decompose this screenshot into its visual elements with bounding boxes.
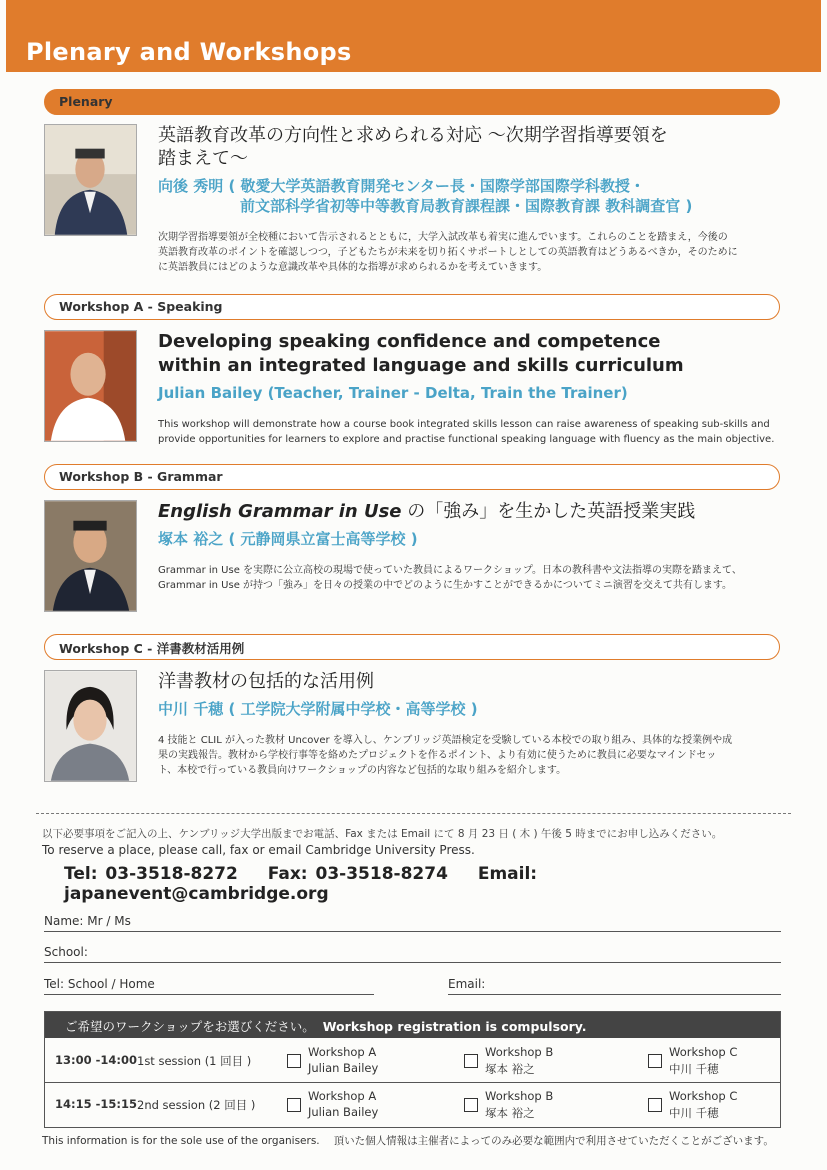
tel-field[interactable]: Tel: School / Home [44,977,374,995]
session-row-1: 13:00 -14:00 1st session (1 回目 ) Workshop A Julian Bailey Workshop B 塚本 裕之 Workshop C 中川 千穂 [55,1045,738,1076]
speaker-photo-workshop-c [44,670,137,782]
workshop-a-description: This workshop will demonstrate how a course book integrated skills lesson can raise awareness of speaking sub-skills and provide opportunities for learners to explore and practise functional speaking language with fluency as the main objective. [158,419,775,445]
plenary-speaker: 向後 秀明 ( 敬愛大学英語教育開発センター長・国際学部国際学科教授・ 前文部科学省初等中等教育局教育課程課・国際教育課 教科調査官 ) [158,177,693,215]
registration-header: ご希望のワークショップをお選びください。 Workshop registration is compulsory. [45,1012,780,1038]
plenary-title: 英語教育改革の方向性と求められる対応 ～次期学習指導要領を 踏まえて～ [158,125,668,169]
checkbox[interactable] [287,1098,301,1112]
reserve-note-en: To reserve a place, please call, fax or email Cambridge University Press. [42,843,475,857]
workshop-b-speaker: 塚本 裕之 ( 元静岡県立富士高等学校 ) [158,530,418,548]
workshop-c-description: 4 技能と CLIL が入った教材 Uncover を導入し、ケンブリッジ英語検定を受験している本校での取り組み、具体的な授業例や成 果の実践報告。教材から学校行事等を絡めたプロジェクトを作るポイント、より有効に使うために教員に必要なマインドセッ ト、本校で行っている教員向けワークショップの内容など包括的な取り組みを紹介します。 [158,735,733,776]
speaker-photo-workshop-b [44,500,137,612]
tel-number: Tel: 03-3518-8272 [64,864,238,884]
session-row-2: 14:15 -15:15 2nd session (2 回目 ) Workshop A Julian Bailey Workshop B 塚本 裕之 Workshop C 中川 千穂 [55,1089,738,1120]
workshop-b-description: Grammar in Use を実際に公立高校の現場で使っていた教員によるワークショップ。日本の教科書や文法指導の実際を踏まえて、 Grammar in Use が持つ「強み」を日々の授業の中でどのように生かすことができるかについてミニ演習を交えて共有します。 [158,565,742,591]
name-field[interactable]: Name: Mr / Ms [44,914,781,932]
section-header-workshop-c [44,634,780,660]
checkbox[interactable] [287,1054,301,1068]
workshop-a-title: Developing speaking confidence and competence within an integrated language and skills curriculum [158,331,684,376]
checkbox[interactable] [464,1098,478,1112]
section-label: Workshop A - Speaking [59,299,223,314]
section-header-plenary [44,89,780,115]
page-title: Plenary and Workshops [26,38,352,66]
speaker-photo-plenary [44,124,137,236]
workshop-b-title: English Grammar in Use の「強み」を生かした英語授業実践 [158,501,696,522]
header-banner [6,0,821,72]
privacy-note: This information is for the sole use of the organisers. 頂いた個人情報は主催者によってのみ必要な範囲内で利用させていただくことがございます。 [42,1135,774,1147]
contact-info [64,864,827,904]
section-label: Workshop B - Grammar [59,469,223,484]
section-header-workshop-b [44,464,780,490]
checkbox[interactable] [648,1054,662,1068]
email-field[interactable]: Email: [448,977,781,995]
workshop-a-speaker: Julian Bailey (Teacher, Trainer - Delta, Train the Trainer) [158,384,628,402]
workshop-c-speaker: 中川 千穂 ( 工学院大学附属中学校・高等学校 ) [158,700,478,718]
reserve-note-jp: 以下必要事項をご記入の上、ケンブリッジ大学出版までお電話、Fax または Email にて 8 月 23 日 ( 木 ) 午後 5 時までにお申し込みください。 [42,828,723,840]
fax-number: Fax: 03-3518-8274 [267,864,448,884]
section-header-workshop-a [44,294,780,320]
cut-line [36,813,791,814]
checkbox[interactable] [648,1098,662,1112]
plenary-description: 次期学習指導要領が全校種において告示されるとともに，大学入試改革も着実に進んでいます。これらのことを踏まえ，今後の 英語教育改革のポイントを確認しつつ，子どもたちが未来を切り拓くサポートしとしての英語教育はどうあるべきか，そのために に英語教員にはどのような意識改革や具体的な指導が求められるかを考えていきます。 [158,232,738,273]
workshop-c-title: 洋書教材の包括的な活用例 [158,671,374,692]
section-label: Workshop C - 洋書教材活用例 [59,641,245,656]
contact-email: Email: japanevent@cambridge.org [64,864,538,904]
checkbox[interactable] [464,1054,478,1068]
speaker-photo-workshop-a [44,330,137,442]
school-field[interactable]: School: [44,945,781,963]
section-label: Plenary [59,94,113,109]
registration-table [44,1011,781,1128]
